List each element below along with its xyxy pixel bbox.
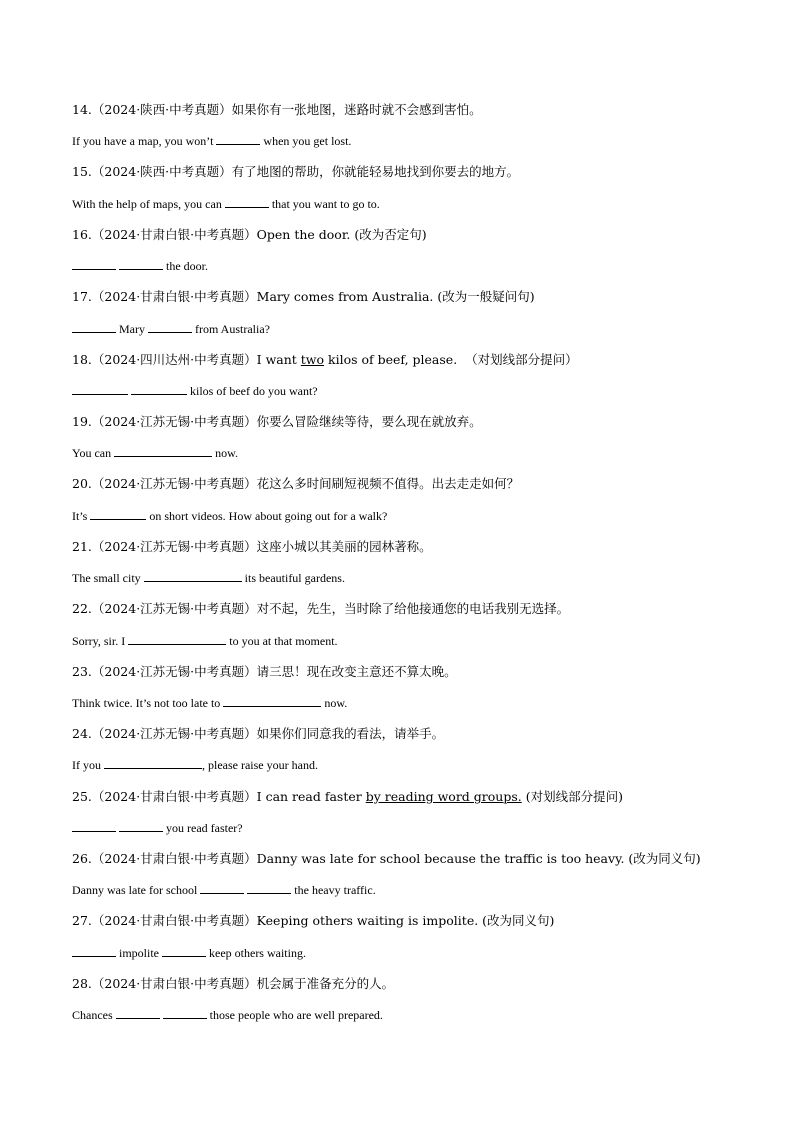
question-source: （2024·甘肃白银·中考真题） [91, 976, 257, 991]
answer-line-15 [72, 193, 380, 215]
question-21 [72, 536, 432, 558]
answer-text: You can [72, 446, 115, 460]
answer-text: Chances [72, 1008, 116, 1022]
answer-blank[interactable] [162, 943, 206, 957]
question-prompt: 有了地图的帮助，你就能轻易地找到你要去的地方。 [231, 164, 520, 179]
question-17 [72, 286, 535, 308]
question-26 [72, 848, 701, 870]
question-number: 23. [72, 664, 92, 679]
answer-line-22 [72, 630, 338, 652]
question-source: （2024·陕西·中考真题） [91, 164, 232, 179]
question-prompt: 如果你们同意我的看法，请举手。 [256, 726, 445, 741]
answer-line-27 [72, 942, 306, 964]
question-prompt: 花这么多时间刷短视频不值得。出去走走如何？ [256, 476, 520, 491]
answer-blank[interactable] [200, 880, 244, 894]
answer-text: Mary [116, 322, 148, 336]
answer-text: keep others waiting. [206, 946, 306, 960]
underlined-word: two [300, 352, 325, 367]
answer-text: impolite [116, 946, 162, 960]
question-25 [72, 786, 623, 808]
question-20 [72, 473, 519, 495]
answer-line-14 [72, 130, 351, 152]
answer-text: now. [321, 696, 348, 710]
answer-text: those people who are well prepared. [206, 1008, 383, 1022]
question-prompt: I want [256, 352, 301, 367]
question-28 [72, 973, 394, 995]
answer-text: from Australia? [192, 322, 270, 336]
answer-line-24 [72, 754, 318, 776]
answer-text: that you want to go to. [268, 197, 380, 211]
question-number: 26. [72, 851, 92, 866]
answer-text: the door. [163, 259, 208, 273]
question-number: 16. [72, 227, 92, 242]
question-prompt: 机会属于准备充分的人。 [256, 976, 395, 991]
question-number: 25. [72, 789, 92, 804]
answer-text: If you have a map, you won’t [72, 134, 217, 148]
answer-blank[interactable] [72, 319, 116, 333]
answer-line-18 [72, 380, 318, 402]
underlined-phrase: by reading word groups. [365, 789, 522, 804]
question-source: （2024·陕西·中考真题） [91, 102, 232, 117]
answer-text: The small city [72, 571, 144, 585]
answer-text: to you at that moment. [226, 634, 338, 648]
answer-line-21 [72, 567, 345, 589]
question-prompt: 如果你有一张地图，迷路时就不会感到害怕。 [231, 102, 482, 117]
question-number: 24. [72, 726, 92, 741]
answer-blank[interactable] [72, 818, 116, 832]
answer-line-16 [72, 255, 208, 277]
question-prompt: 这座小城以其美丽的园林著称。 [256, 539, 432, 554]
question-prompt: Mary comes from Australia. (改为一般疑问句) [256, 289, 535, 304]
answer-blank[interactable] [216, 131, 260, 145]
answer-blank[interactable] [90, 506, 146, 520]
answer-blank[interactable] [225, 194, 269, 208]
answer-text: kilos of beef do you want? [187, 384, 318, 398]
answer-blank[interactable] [119, 818, 163, 832]
answer-text: Sorry, sir. I [72, 634, 129, 648]
question-prompt: 你要么冒险继续等待，要么现在就放弃。 [256, 414, 482, 429]
question-23 [72, 661, 457, 683]
answer-line-23 [72, 692, 347, 714]
answer-blank[interactable] [131, 381, 187, 395]
answer-text: the heavy traffic. [291, 883, 376, 897]
question-24 [72, 723, 444, 745]
question-prompt: I can read faster [256, 789, 366, 804]
answer-blank[interactable] [104, 755, 202, 769]
answer-blank[interactable] [72, 256, 116, 270]
question-number: 18. [72, 352, 92, 367]
question-number: 27. [72, 913, 92, 928]
answer-text: on short videos. How about going out for a walk? [146, 509, 388, 523]
question-16 [72, 224, 427, 246]
question-source: （2024·江苏无锡·中考真题） [91, 476, 257, 491]
question-source: （2024·江苏无锡·中考真题） [91, 601, 257, 616]
answer-blank[interactable] [128, 631, 226, 645]
answer-line-28 [72, 1004, 383, 1026]
question-15 [72, 161, 519, 183]
question-prompt: Keeping others waiting is impolite. (改为同义句) [256, 913, 555, 928]
answer-blank[interactable] [119, 256, 163, 270]
question-prompt: 请三思！现在改变主意还不算太晚。 [256, 664, 457, 679]
answer-text: you read faster? [163, 821, 243, 835]
question-source: （2024·甘肃白银·中考真题） [91, 289, 257, 304]
question-prompt: Open the door. (改为否定句) [256, 227, 427, 242]
answer-blank[interactable] [163, 1005, 207, 1019]
answer-blank[interactable] [223, 693, 321, 707]
question-source: （2024·江苏无锡·中考真题） [91, 539, 257, 554]
answer-line-20 [72, 505, 387, 527]
question-prompt: (对划线部分提问) [521, 789, 623, 804]
question-number: 14. [72, 102, 92, 117]
answer-line-26 [72, 879, 376, 901]
question-22 [72, 598, 569, 620]
question-14 [72, 99, 482, 121]
answer-line-17 [72, 318, 270, 340]
question-source: （2024·四川达州·中考真题） [91, 352, 257, 367]
answer-text: Think twice. It’s not too late to [72, 696, 224, 710]
question-prompt: kilos of beef, please. （对划线部分提问） [324, 352, 578, 367]
question-19 [72, 411, 482, 433]
question-number: 20. [72, 476, 92, 491]
answer-blank[interactable] [72, 381, 128, 395]
question-source: （2024·甘肃白银·中考真题） [91, 851, 257, 866]
question-18 [72, 349, 578, 371]
answer-text: If you [72, 758, 104, 772]
answer-text: , please raise your hand. [202, 758, 318, 772]
question-number: 19. [72, 414, 92, 429]
answer-blank[interactable] [116, 1005, 160, 1019]
question-source: （2024·江苏无锡·中考真题） [91, 664, 257, 679]
answer-blank[interactable] [144, 568, 242, 582]
question-source: （2024·甘肃白银·中考真题） [91, 789, 257, 804]
question-number: 28. [72, 976, 92, 991]
answer-blank[interactable] [148, 319, 192, 333]
answer-line-25 [72, 817, 243, 839]
question-source: （2024·甘肃白银·中考真题） [91, 227, 257, 242]
question-number: 22. [72, 601, 92, 616]
question-source: （2024·江苏无锡·中考真题） [91, 414, 257, 429]
question-number: 17. [72, 289, 92, 304]
answer-line-19 [72, 442, 238, 464]
question-source: （2024·江苏无锡·中考真题） [91, 726, 257, 741]
question-prompt: 对不起，先生，当时除了给他接通您的电话我别无选择。 [256, 601, 570, 616]
answer-text: now. [212, 446, 239, 460]
answer-text: when you get lost. [260, 134, 352, 148]
answer-blank[interactable] [72, 943, 116, 957]
question-number: 15. [72, 164, 92, 179]
answer-blank[interactable] [247, 880, 291, 894]
question-prompt: Danny was late for school because the traffic is too heavy. (改为同义句) [256, 851, 701, 866]
question-27 [72, 910, 554, 932]
answer-text: Danny was late for school [72, 883, 201, 897]
answer-text: its beautiful gardens. [241, 571, 345, 585]
answer-text: It’s [72, 509, 91, 523]
question-source: （2024·甘肃白银·中考真题） [91, 913, 257, 928]
answer-text: With the help of maps, you can [72, 197, 225, 211]
question-number: 21. [72, 539, 92, 554]
answer-blank[interactable] [114, 443, 212, 457]
